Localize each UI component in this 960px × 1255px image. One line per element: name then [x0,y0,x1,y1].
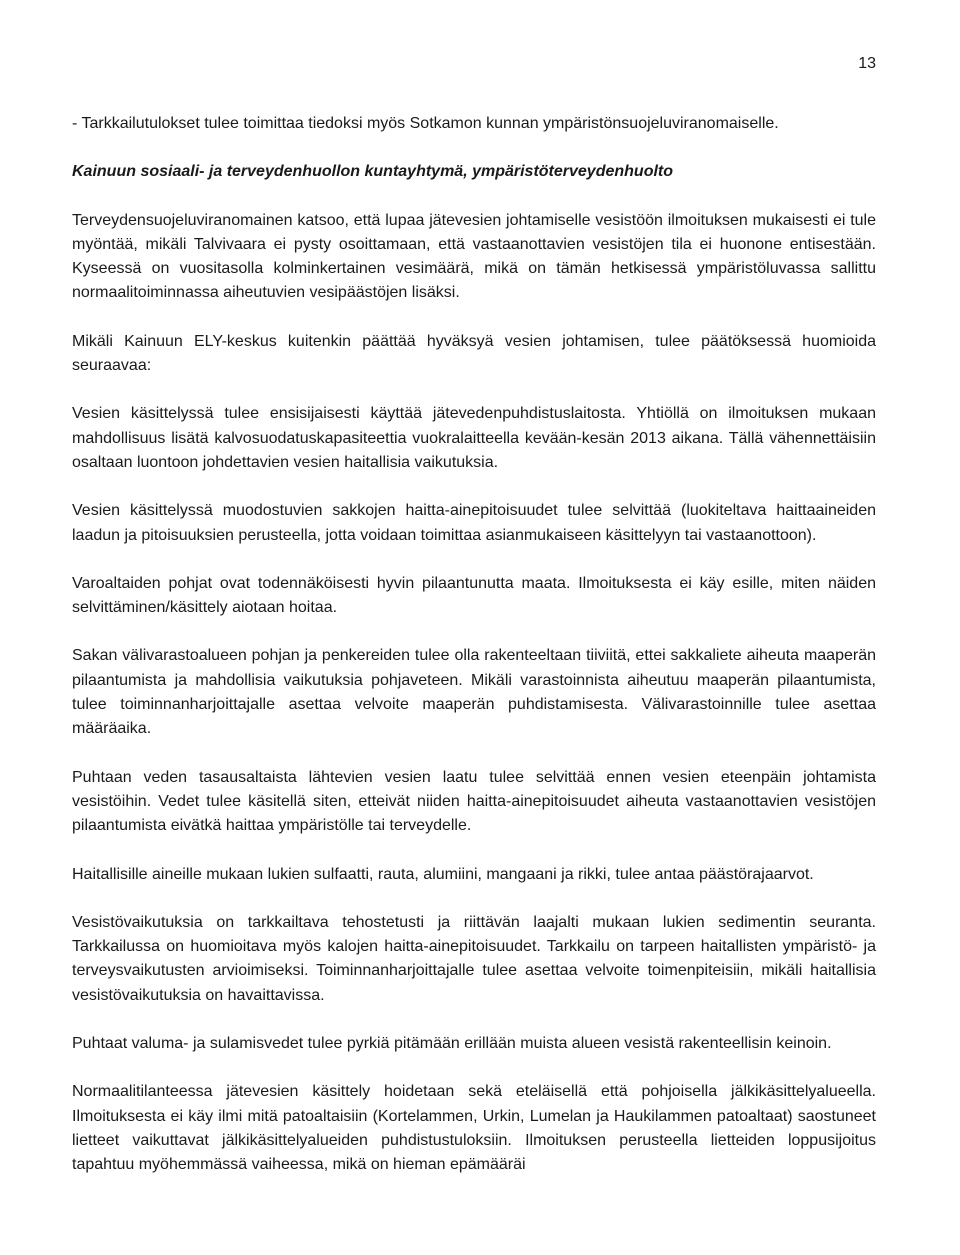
paragraph: Haitallisille aineille mukaan lukien sulfaatti, rauta, alumiini, mangaani ja rikki, tulee antaa päästörajaarvot. [72,865,814,883]
intro-line: - Tarkkailutulokset tulee toimittaa tiedoksi myös Sotkamon kunnan ympäristönsuojeluviranomaiselle. [72,115,779,132]
paragraph: Vesistövaikutuksia on tarkkailtava tehostetusti ja riittävän laajalti mukaan lukien sedimentin seuranta. Tarkkailussa on huomioitava myös kalojen haitta-ainepitoisuudet. Tarkkailu on tarpeen haitallisten ympäristö- ja terveysvaikutusten arvioimiseksi. Toiminnanharjoittajalle tulee asettaa velvoite toimenpiteisiin, mikäli haitallisia vesistövaikutuksia on havaittavissa. [72,913,876,1004]
page-number: 13 [858,55,876,72]
paragraph: Puhtaan veden tasausaltaista lähtevien vesien laatu tulee selvittää ennen vesien eteenpäin johtamista vesistöihin. Vedet tulee käsitellä siten, etteivät niiden haitta-ainepitoisuudet aiheuta vastaanottavien vesistöjen pilaantumista eivätkä haittaa ympäristölle tai terveydelle. [72,768,876,835]
document-body [72,112,876,1178]
paragraph: Vesien käsittelyssä muodostuvien sakkojen haitta-ainepitoisuudet tulee selvittää (luokiteltava haittaaineiden laadun ja pitoisuuksien perusteella, jotta voidaan toimittaa asianmukaiseen käsittelyyn tai vastaanottoon). [72,502,876,544]
paragraph: Puhtaat valuma- ja sulamisvedet tulee pyrkiä pitämään erillään muista alueen vesistä rakenteellisin keinoin. [72,1035,832,1053]
paragraph: Normaalitilanteessa jätevesien käsittely hoidetaan sekä eteläisellä että pohjoisella jälkikäsittelyalueella. Ilmoituksesta ei käy ilmi mitä patoaltaisiin (Kortelammen, Urkin, Lumelan ja Haukilammen patoaltaat) saostuneet lietteet vaikuttavat jälkikäsittelyalueiden puhdistustuloksiin. Ilmoituksen perusteella lietteiden loppusijoitus tapahtuu myöhemmässä vaiheessa, mikä on hieman epämääräi [72,1083,876,1174]
paragraph: Mikäli Kainuun ELY-keskus kuitenkin päättää hyväksyä vesien johtamisen, tulee päätöksessä huomioida seuraavaa: [72,332,876,375]
paragraph: Varoaltaiden pohjat ovat todennäköisesti hyvin pilaantunutta maata. Ilmoituksesta ei käy esille, miten näiden selvittäminen/käsittely aiotaan hoitaa. [72,574,876,617]
paragraph: Sakan välivarastoalueen pohjan ja penkereiden tulee olla rakenteeltaan tiiviitä, ettei sakkaliete aiheuta maaperän pilaantumista ja mahdollisia vaikutuksia pohjaveteen. Mikäli varastoinnista aiheutuu maaperän pilaantumista, tulee toiminnanharjoittajalle asettaa velvoite maaperän puhdistamisesta. Välivarastoinnille tulee asettaa määräaika. [72,647,876,738]
paragraph: Vesien käsittelyssä tulee ensisijaisesti käyttää jätevedenpuhdistuslaitosta. Yhtiöllä on ilmoituksen mukaan mahdollisuus lisätä kalvosuodatuskapasiteettia vuokralaitteella kevään-kesän 2013 aikana. Tällä vähennettäisiin osaltaan luontoon johdettavien vesien haitallisia vaikutuksia. [72,405,876,471]
section-heading: Kainuun sosiaali- ja terveydenhuollon kuntayhtymä, ympäristöterveydenhuolto [72,163,674,181]
paragraph: Terveydensuojeluviranomainen katsoo, että lupaa jätevesien johtamiselle vesistöön ilmoituksen mukaisesti ei tule myöntää, mikäli Talvivaara ei pysty osoittamaan, että vastaanottavien vesistöjen tila ei huonone entisestään. Kyseessä on vuositasolla kolminkertainen vesimäärä, mikä on tämän hetkisessä ympäristöluvassa sallittu normaalitoiminnassa aiheutuvien vesipäästöjen lisäksi. [72,211,876,302]
